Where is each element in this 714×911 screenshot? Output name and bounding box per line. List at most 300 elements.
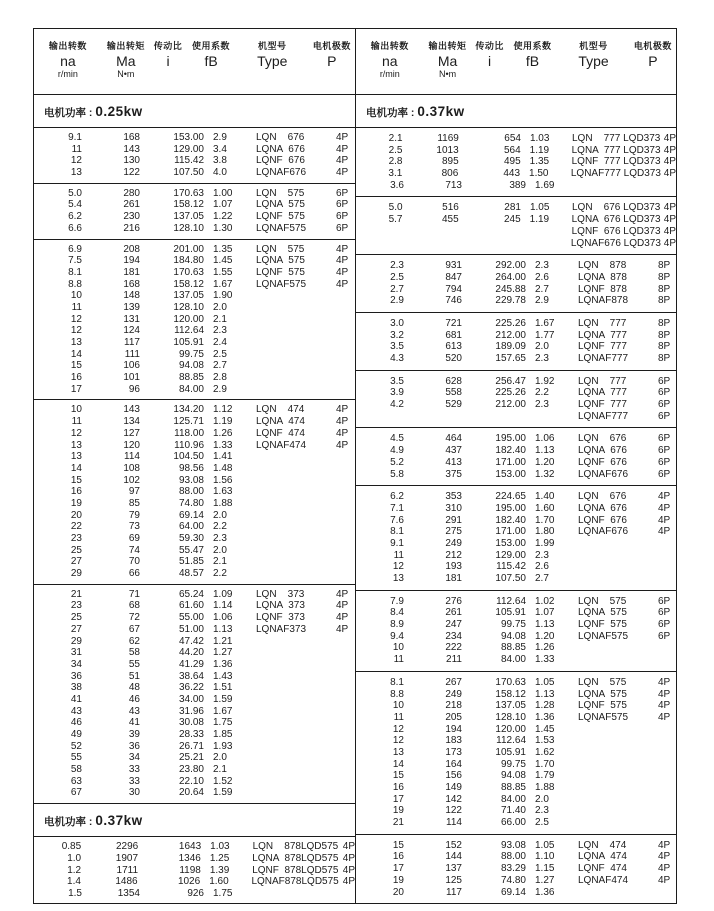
- table-row: [34, 440, 355, 452]
- service-factor-cell: 1.48: [213, 462, 233, 474]
- output-torque-cell: 613: [445, 341, 462, 353]
- type-cell: [246, 510, 330, 522]
- output-speed-cell: 6.9: [68, 243, 82, 255]
- poles-cell: 8P: [658, 341, 671, 353]
- poles-cell: [652, 642, 658, 654]
- output-speed-cell: 25: [70, 612, 82, 624]
- poles-cell: [330, 729, 336, 741]
- type-cell: [246, 372, 330, 384]
- output-speed-cell: 15: [70, 360, 82, 372]
- output-torque-cell: 375: [445, 468, 462, 480]
- ratio-cell: 120.00: [173, 313, 204, 325]
- type-cell: LQNA 878: [578, 271, 627, 283]
- poles-cell: [330, 556, 336, 568]
- service-factor-cell: 1.79: [535, 770, 555, 782]
- type-cell: LQNA 676: [578, 502, 627, 514]
- poles-cell: 6P: [336, 211, 349, 223]
- type-cell: [246, 290, 330, 302]
- type-cell: LQNF 878LQD575: [252, 864, 339, 876]
- poles-cell: 6P: [658, 619, 671, 631]
- service-factor-cell: 2.3: [213, 325, 227, 337]
- poles-cell: 4P: [336, 439, 349, 451]
- table-row: [34, 384, 355, 396]
- output-torque-cell: 1907: [115, 852, 139, 864]
- output-speed-cell: 31: [70, 647, 82, 659]
- poles-cell: 4P: [663, 133, 676, 144]
- ratio-cell: 225.26: [495, 317, 526, 329]
- output-speed-cell: 16: [70, 372, 82, 384]
- type-cell: LQNF 878: [578, 283, 627, 295]
- table-row: [356, 399, 676, 411]
- ratio-cell: 115.42: [496, 561, 526, 573]
- output-torque-cell: 529: [445, 399, 462, 411]
- table-row: [356, 770, 676, 782]
- type-cell: LQNAF777 LQD373: [570, 168, 661, 180]
- output-torque-cell: 122: [123, 167, 140, 179]
- output-speed-cell: 12: [392, 561, 404, 573]
- poles-cell: 6P: [658, 607, 671, 619]
- poles-cell: [652, 805, 658, 817]
- output-speed-cell: 1.5: [68, 887, 82, 899]
- output-speed-cell: 27: [70, 623, 82, 635]
- output-torque-cell: [404, 411, 462, 423]
- output-torque-cell: 520: [445, 353, 462, 364]
- output-torque-cell: 261: [445, 607, 462, 619]
- output-torque-cell: 1169: [437, 133, 459, 144]
- data-block: [356, 197, 676, 255]
- output-speed-cell: 6.2: [390, 491, 404, 503]
- output-speed-cell: 7.9: [390, 595, 404, 607]
- poles-cell: [652, 654, 658, 666]
- output-torque-cell: 130: [123, 155, 140, 167]
- output-speed-cell: 12: [70, 155, 82, 167]
- output-torque-cell: [402, 238, 458, 250]
- type-cell: LQNF 575: [578, 619, 627, 631]
- type-cell: LQNF 575: [256, 266, 305, 278]
- section-title-power-value: 0.37kw: [417, 104, 465, 119]
- column-header-row: [356, 29, 676, 95]
- table-row: [34, 589, 355, 601]
- ratio-cell: 189.09: [495, 341, 526, 353]
- type-cell: [568, 805, 652, 817]
- poles-cell: 4P: [336, 243, 349, 255]
- output-speed-cell: [356, 238, 402, 250]
- table-row: [356, 260, 676, 272]
- poles-cell: [652, 794, 658, 806]
- section-title: [356, 95, 676, 128]
- poles-cell: [330, 694, 336, 706]
- ratio-cell: 153.00: [495, 537, 526, 549]
- poles-cell: [330, 451, 336, 463]
- ratio-cell: 28.33: [178, 729, 204, 740]
- poles-cell: 6P: [658, 468, 671, 480]
- service-factor-cell: 1.36: [535, 711, 555, 723]
- poles-cell: [330, 752, 336, 764]
- poles-cell: [652, 770, 658, 782]
- service-factor-cell: 2.0: [213, 544, 227, 556]
- type-cell: LQN 575: [256, 187, 305, 199]
- service-factor-cell: 1.13: [213, 623, 233, 635]
- poles-cell: [652, 573, 658, 585]
- table-row: [356, 180, 676, 192]
- poles-cell: 4P: [658, 514, 671, 526]
- output-torque-cell: 464: [445, 433, 462, 445]
- output-speed-cell: 52: [70, 740, 82, 752]
- output-speed-cell: 46: [70, 717, 82, 729]
- ratio-cell: 51.00: [178, 623, 204, 635]
- output-speed-cell: 2.7: [390, 283, 404, 295]
- output-speed-cell: 2.8: [388, 156, 403, 168]
- table-row: [34, 624, 355, 636]
- data-block: [34, 585, 355, 804]
- output-speed-cell: 5.7: [388, 214, 403, 226]
- output-torque-cell: 62: [128, 635, 140, 647]
- table-row: [356, 689, 676, 701]
- output-speed-cell: 19: [392, 874, 404, 886]
- service-factor-cell: 1.60: [209, 876, 229, 888]
- table-row: [34, 325, 355, 337]
- type-cell: [246, 349, 330, 361]
- table-row: [34, 372, 355, 384]
- type-cell: [568, 817, 652, 829]
- poles-cell: 4P: [336, 255, 349, 267]
- output-speed-cell: 12: [70, 427, 82, 439]
- poles-cell: 4P: [663, 214, 676, 226]
- table-row: [34, 533, 355, 545]
- service-factor-cell: 1.50: [529, 168, 549, 180]
- output-speed-cell: 9.4: [390, 630, 404, 642]
- type-cell: [246, 556, 330, 568]
- ratio-cell: 443: [503, 168, 521, 180]
- type-cell: [568, 561, 652, 573]
- type-cell: LQNAF575: [578, 630, 629, 642]
- type-cell: [246, 486, 330, 498]
- type-cell: [246, 752, 330, 764]
- table-row: [356, 457, 676, 469]
- output-speed-cell: 13: [70, 439, 82, 451]
- output-speed-cell: 29: [70, 568, 82, 580]
- output-torque-cell: 143: [123, 143, 140, 155]
- column-header-unit: [557, 69, 630, 80]
- table-row: [356, 411, 676, 423]
- service-factor-cell: 2.2: [213, 568, 227, 580]
- output-torque-cell: 1711: [116, 864, 139, 876]
- output-speed-cell: 4.3: [390, 353, 404, 364]
- service-factor-cell: 3.4: [213, 143, 227, 155]
- table-row: [34, 729, 355, 741]
- poles-cell: [330, 521, 336, 533]
- ratio-cell: 94.08: [500, 770, 526, 782]
- column-header-symbol: fB: [204, 53, 218, 69]
- output-speed-cell: 5.0: [388, 202, 403, 214]
- ratio-cell: 83.29: [500, 863, 526, 875]
- ratio-cell: 105.91: [173, 337, 204, 348]
- table-row: [356, 642, 676, 654]
- poles-cell: 6P: [658, 399, 671, 411]
- poles-cell: [652, 817, 658, 829]
- ratio-cell: 201.00: [173, 243, 204, 255]
- service-factor-cell: 1.40: [535, 491, 555, 503]
- output-torque-cell: 156: [445, 770, 462, 782]
- table-row: [34, 211, 355, 223]
- output-torque-cell: 275: [445, 526, 462, 538]
- ratio-cell: 93.08: [500, 839, 526, 851]
- column-header-p: [309, 40, 355, 94]
- service-factor-cell: 2.0: [213, 301, 227, 313]
- column-header-zh-label: 输出转矩: [428, 41, 467, 51]
- output-torque-cell: 249: [445, 688, 462, 700]
- ratio-cell: 66.00: [500, 817, 526, 829]
- table-row: [356, 145, 676, 157]
- service-factor-cell: [521, 226, 562, 238]
- output-torque-cell: 111: [124, 348, 140, 360]
- output-torque-cell: 51: [128, 670, 140, 682]
- type-cell: LQNF 474: [578, 863, 627, 875]
- poles-cell: 4P: [663, 237, 676, 249]
- output-torque-cell: 437: [445, 445, 462, 457]
- output-speed-cell: 8.8: [68, 278, 82, 290]
- service-factor-cell: 2.2: [535, 387, 549, 399]
- service-factor-cell: 1.67: [213, 705, 233, 717]
- poles-cell: [330, 787, 336, 799]
- output-torque-cell: 67: [128, 623, 140, 635]
- output-torque-cell: 148: [123, 290, 140, 302]
- section-title-power-value: 0.37kw: [95, 813, 143, 829]
- ratio-cell: 264.00: [495, 271, 526, 283]
- poles-cell: [652, 782, 658, 794]
- type-cell: [568, 654, 652, 666]
- output-speed-cell: 3.6: [390, 179, 404, 191]
- poles-cell: [330, 384, 336, 396]
- table-row: [356, 735, 676, 747]
- table-row: [34, 451, 355, 463]
- output-torque-cell: 33: [128, 764, 140, 776]
- ratio-cell: 153.00: [495, 468, 526, 480]
- output-torque-cell: 97: [128, 486, 140, 498]
- type-cell: LQNA 575: [256, 255, 305, 267]
- poles-cell: 4P: [336, 416, 349, 428]
- type-cell: LQNF 777 LQD373: [571, 156, 661, 168]
- ratio-cell: 59.30: [178, 533, 204, 544]
- ratio-cell: 128.10: [495, 711, 526, 723]
- table-row: [34, 521, 355, 533]
- output-torque-cell: 628: [445, 375, 462, 387]
- ratio-cell: 88.85: [500, 642, 526, 654]
- type-cell: LQNAF575: [256, 278, 307, 290]
- table-row: [34, 428, 355, 440]
- poles-cell: [330, 486, 336, 498]
- table-row: [34, 279, 355, 291]
- column-header-zh-label: 使用系数: [192, 41, 231, 51]
- ratio-cell: 229.78: [495, 295, 526, 307]
- column-header-i: [150, 40, 186, 94]
- output-speed-cell: 1.2: [67, 864, 82, 876]
- service-factor-cell: 1.63: [213, 486, 233, 498]
- type-cell: LQNF 373: [256, 612, 305, 624]
- poles-cell: 4P: [342, 852, 355, 864]
- table-row: [34, 841, 355, 853]
- ratio-cell: 47.42: [178, 635, 204, 647]
- column-header-zh-label: 输出转数: [370, 41, 409, 51]
- ratio-cell: 118.00: [174, 427, 204, 439]
- service-factor-cell: 1.69: [535, 179, 555, 191]
- output-torque-cell: 143: [123, 404, 140, 416]
- column-header-symbol: Ma: [437, 53, 458, 69]
- column-header-zh-label: 传动比: [475, 41, 504, 51]
- ratio-cell: 74.80: [178, 497, 204, 509]
- service-factor-cell: 1.15: [535, 863, 555, 875]
- poles-cell: [330, 741, 336, 753]
- ratio-cell: 93.08: [178, 474, 204, 486]
- data-block: [356, 128, 676, 197]
- poles-cell: [330, 776, 336, 788]
- column-header-fb: [186, 40, 236, 94]
- service-factor-cell: 1.03: [210, 841, 230, 853]
- output-speed-cell: 21: [392, 817, 404, 829]
- type-cell: [246, 694, 330, 706]
- type-cell: LQN 575: [578, 676, 627, 688]
- output-torque-cell: 73: [128, 521, 140, 533]
- output-torque-cell: 117: [446, 886, 462, 898]
- output-torque-cell: 58: [128, 647, 140, 659]
- column-header-symbol: P: [327, 53, 337, 69]
- ratio-cell: 88.00: [178, 486, 204, 498]
- output-speed-cell: 2.3: [390, 260, 404, 272]
- service-factor-cell: [520, 238, 561, 250]
- output-torque-cell: 413: [445, 456, 462, 468]
- type-cell: LQNAF878LQD575: [251, 876, 339, 888]
- data-block: [34, 837, 355, 903]
- column-header-symbol: fB: [525, 53, 540, 69]
- column-header-fb: [508, 40, 557, 94]
- table-row: [34, 223, 355, 235]
- table-row: [356, 550, 676, 562]
- type-cell: [246, 325, 330, 337]
- poles-cell: 6P: [658, 433, 671, 445]
- output-speed-cell: 16: [392, 851, 404, 863]
- ratio-cell: 926: [187, 887, 204, 899]
- column-header-symbol: Ma: [116, 53, 136, 69]
- type-cell: [246, 729, 330, 741]
- table-row: [356, 168, 676, 180]
- table-row: [34, 416, 355, 428]
- poles-cell: [330, 717, 336, 729]
- service-factor-cell: 4.0: [213, 167, 227, 179]
- output-speed-cell: 5.4: [68, 199, 82, 211]
- table-row: [34, 694, 355, 706]
- column-header-unit: N•m: [438, 69, 457, 79]
- service-factor-cell: 1.13: [535, 445, 555, 457]
- column-header-unit: [309, 69, 355, 80]
- output-torque-cell: 205: [445, 711, 462, 723]
- output-torque-cell: [402, 226, 458, 238]
- table-row: [34, 776, 355, 788]
- poles-cell: 4P: [342, 876, 355, 888]
- service-factor-cell: 2.3: [535, 399, 549, 411]
- column-header-zh-label: 电机极数: [312, 41, 351, 51]
- output-torque-cell: 114: [124, 451, 140, 463]
- type-cell: LQNF 676: [578, 456, 627, 468]
- table-row: [356, 573, 676, 585]
- column-header-symbol: Type: [257, 53, 288, 69]
- service-factor-cell: 1.55: [213, 266, 233, 278]
- table-row: [356, 503, 676, 515]
- output-speed-cell: 11: [71, 143, 82, 155]
- table-row: [356, 759, 676, 771]
- output-torque-cell: 68: [128, 600, 140, 612]
- table-row: [356, 863, 676, 875]
- poles-cell: 8P: [658, 260, 671, 272]
- service-factor-cell: 3.8: [213, 155, 227, 167]
- output-torque-cell: 66: [128, 568, 140, 580]
- output-speed-cell: 22: [70, 521, 82, 533]
- table-row: [34, 647, 355, 659]
- output-speed-cell: 0.85: [61, 841, 82, 853]
- table-row: [356, 875, 676, 887]
- output-speed-cell: [356, 226, 402, 238]
- output-speed-cell: 21: [70, 588, 82, 600]
- type-cell: LQNAF676: [256, 167, 307, 179]
- service-factor-cell: 1.14: [213, 600, 233, 612]
- output-speed-cell: 7.5: [68, 255, 82, 267]
- service-factor-cell: 1.85: [213, 729, 233, 740]
- poles-cell: 6P: [658, 456, 671, 468]
- table-row: [34, 659, 355, 671]
- table-row: [34, 706, 355, 718]
- column-header-zh-label: 输出转矩: [106, 41, 145, 51]
- type-cell: LQNA 777: [578, 387, 627, 399]
- service-factor-cell: 1.28: [535, 700, 555, 712]
- output-speed-cell: 5.0: [68, 187, 82, 199]
- type-cell: [246, 314, 330, 326]
- poles-cell: [652, 180, 658, 192]
- table-row: [356, 284, 676, 296]
- ratio-cell: 31.96: [178, 705, 204, 717]
- table-row: [34, 752, 355, 764]
- output-speed-cell: 23: [70, 600, 82, 612]
- service-factor-cell: 1.25: [209, 852, 230, 864]
- column-header-type: [236, 40, 309, 94]
- poles-cell: [330, 302, 336, 314]
- output-torque-cell: 2296: [115, 841, 139, 853]
- type-cell: LQN 878LQD575: [252, 841, 339, 853]
- ratio-cell: 158.12: [495, 688, 526, 700]
- poles-cell: 6P: [658, 387, 671, 399]
- poles-cell: 4P: [658, 676, 671, 688]
- service-factor-cell: 1.41: [213, 451, 233, 463]
- type-cell: [568, 782, 652, 794]
- output-torque-cell: 30: [128, 787, 140, 799]
- ratio-cell: 104.50: [173, 451, 204, 463]
- table-row: [356, 631, 676, 643]
- section-title: [34, 95, 355, 128]
- data-block: [356, 428, 676, 486]
- type-cell: [246, 659, 330, 671]
- ratio-cell: 153.00: [173, 132, 204, 143]
- ratio-cell: 88.85: [500, 782, 526, 793]
- output-speed-cell: 25: [70, 544, 82, 556]
- service-factor-cell: 1.75: [213, 717, 233, 729]
- table-row: [34, 463, 355, 475]
- type-cell: LQNA 676: [578, 445, 627, 457]
- output-speed-cell: 23: [70, 533, 82, 544]
- output-speed-cell: 10: [70, 290, 82, 302]
- ratio-cell: 105.91: [495, 746, 526, 758]
- table-row: [34, 556, 355, 568]
- service-factor-cell: 1.90: [213, 290, 233, 302]
- service-factor-cell: 1.03: [529, 133, 550, 144]
- column-header-symbol: na: [60, 53, 76, 69]
